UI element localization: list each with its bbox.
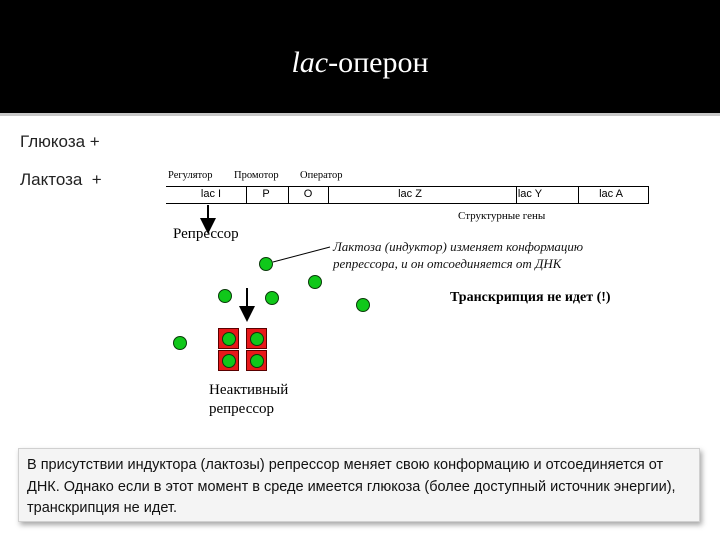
repressor-subunit: [246, 350, 267, 371]
label-promoter: Промотор: [234, 170, 279, 181]
promoter-p: P: [262, 188, 270, 200]
repressor-label: Репрессор: [173, 226, 239, 242]
title-lac: lac: [291, 46, 329, 79]
repressor-subunit: [218, 328, 239, 349]
inducer-note-line: Лактоза (индуктор) изменяет конформацию: [333, 239, 584, 254]
bound-lactose: [222, 354, 236, 368]
inactive-label-line: репрессор: [209, 401, 275, 417]
lactose-molecule: [218, 289, 232, 303]
bound-lactose: [222, 332, 236, 346]
lactose-molecule: [308, 275, 322, 289]
explanation-caption: В присутствии индуктора (лактозы) репрессор меняет свою конформацию и отсоединяется от ДНК. Однако если в этот момент в среде имеется глюкоза (более доступный источник энергии), транскрипция не идет.: [18, 448, 700, 522]
lactose-molecule: [173, 336, 187, 350]
bound-lactose: [250, 332, 264, 346]
gene-lac-i: lac I: [200, 188, 222, 200]
inducer-note: [333, 238, 653, 272]
condition-glucose: Глюкоза +: [20, 132, 100, 151]
bound-lactose: [250, 354, 264, 368]
gene-lac-y: lac Y: [517, 188, 543, 200]
condition-lactose: Лактоза +: [20, 170, 102, 189]
lactose-molecule: [259, 257, 273, 271]
inactive-repressor-label: [209, 381, 329, 419]
label-regulator: Регулятор: [168, 170, 213, 181]
gene-lac-a: lac A: [599, 188, 623, 200]
repressor-subunit: [246, 328, 267, 349]
repressor-subunit: [218, 350, 239, 371]
lactose-molecule: [265, 291, 279, 305]
title-operon: -оперон: [328, 46, 429, 79]
structural-genes-label: Структурные гены: [458, 210, 546, 222]
inducer-note-line: репрессора, и он отсоединяется от ДНК: [333, 256, 562, 271]
inactive-label-line: Неактивный: [209, 382, 289, 398]
gene-lac-z: lac Z: [398, 188, 422, 200]
operator-o: O: [303, 188, 313, 200]
no-transcription-label: Транскрипция не идет (!): [450, 290, 611, 305]
label-operator: Оператор: [300, 170, 343, 181]
note-pointer-line: [273, 247, 330, 262]
lactose-molecule: [356, 298, 370, 312]
